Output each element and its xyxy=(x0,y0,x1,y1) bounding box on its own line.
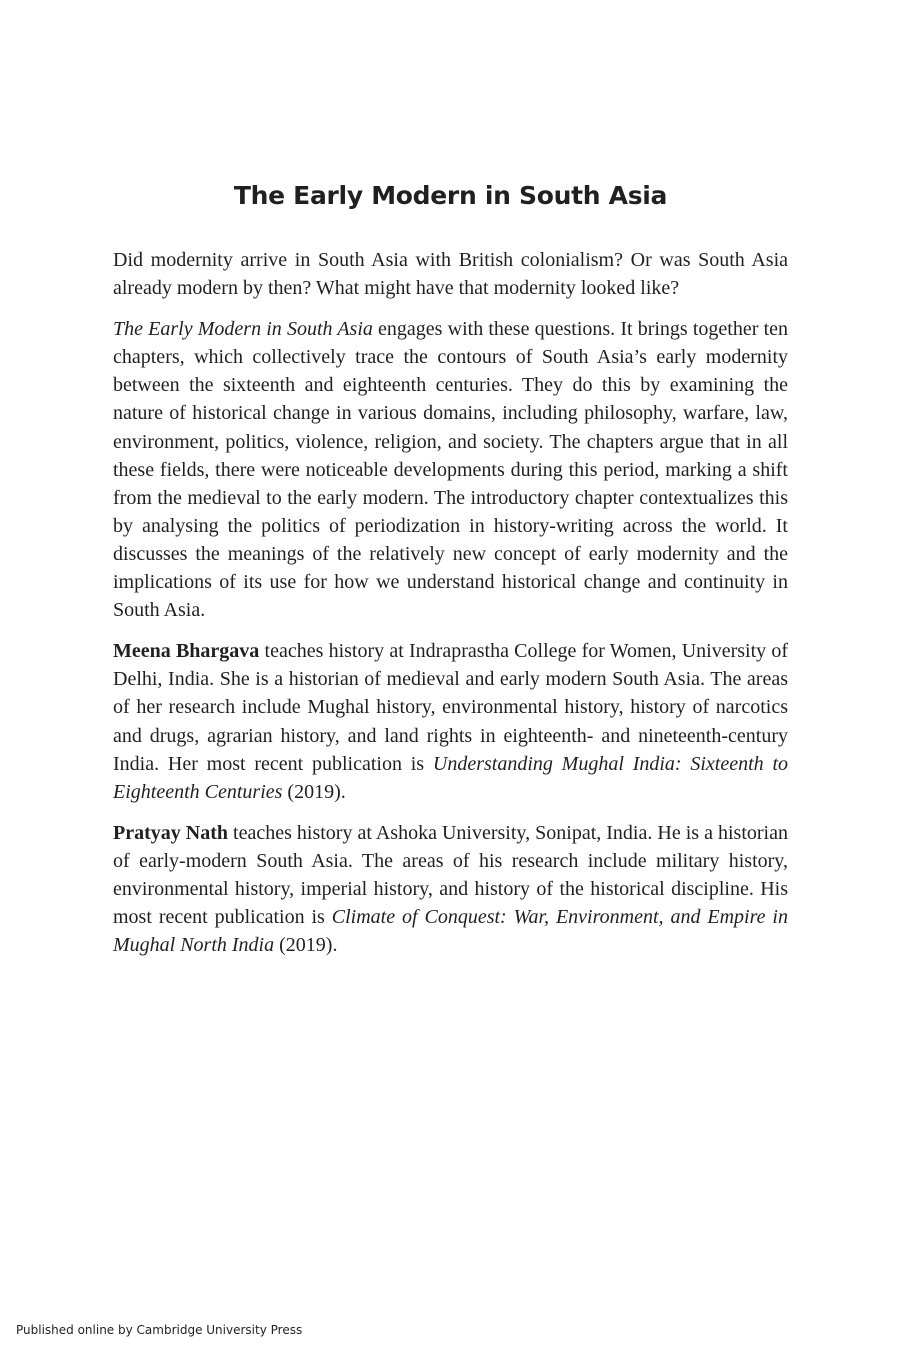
author-publication: Understanding Mughal India: Sixteenth to Eighteenth Centuries xyxy=(113,752,789,803)
author-name: Pratyay Nath xyxy=(113,821,229,844)
description-paragraph xyxy=(113,315,788,624)
description-text: engages with these questions. It brings together ten chapters, which collectively trace the contours of South Asia’s early modernity between the sixteenth and eighteenth centuries. They do this by examining the nature of historical change in various domains, including philosophy, warfare, law, environment, politics, violence, religion, and society. The chapters argue that in all these fields, there were noticeable developments during this period, marking a shift from the medieval to the early modern. The introductory chapter contextualizes this by analysing the politics of periodization in history-writing across the world. It discusses the meanings of the relatively new concept of early modernity and the implications of its use for how we understand historical change and continuity in South Asia. xyxy=(113,318,788,622)
author-publication-year: (2019). xyxy=(274,934,338,957)
author-bio-text: teaches history at Indraprastha College for Women, University of Delhi, India. She is a historian of medieval and early modern South Asia. The areas of her research include Mughal history, environmental history, history of narcotics and drugs, agrarian history, and land rights in eighteenth- and nineteenth-century India. Her most recent publication is xyxy=(113,640,788,775)
page-body xyxy=(113,246,788,972)
author-name: Meena Bhargava xyxy=(113,640,260,663)
author-publication-year: (2019). xyxy=(282,780,346,803)
book-title: The Early Modern in South Asia xyxy=(113,318,373,341)
author-bio xyxy=(113,637,788,806)
author-publication: Climate of Conquest: War, Environment, and Empire in Mughal North India xyxy=(113,906,788,957)
author-bio xyxy=(113,819,788,959)
publisher-footer: Published online by Cambridge University Press xyxy=(16,1323,303,1337)
page-title: The Early Modern in South Asia xyxy=(233,181,668,210)
author-bio-text: teaches history at Ashoka University, Sonipat, India. He is a historian of early-modern South Asia. The areas of his research include military history, environmental history, imperial history, and history of the historical discipline. His most recent publication is xyxy=(113,821,788,929)
intro-paragraph: Did modernity arrive in South Asia with British colonialism? Or was South Asia already modern by then? What might have that modernity looked like? xyxy=(113,249,788,300)
